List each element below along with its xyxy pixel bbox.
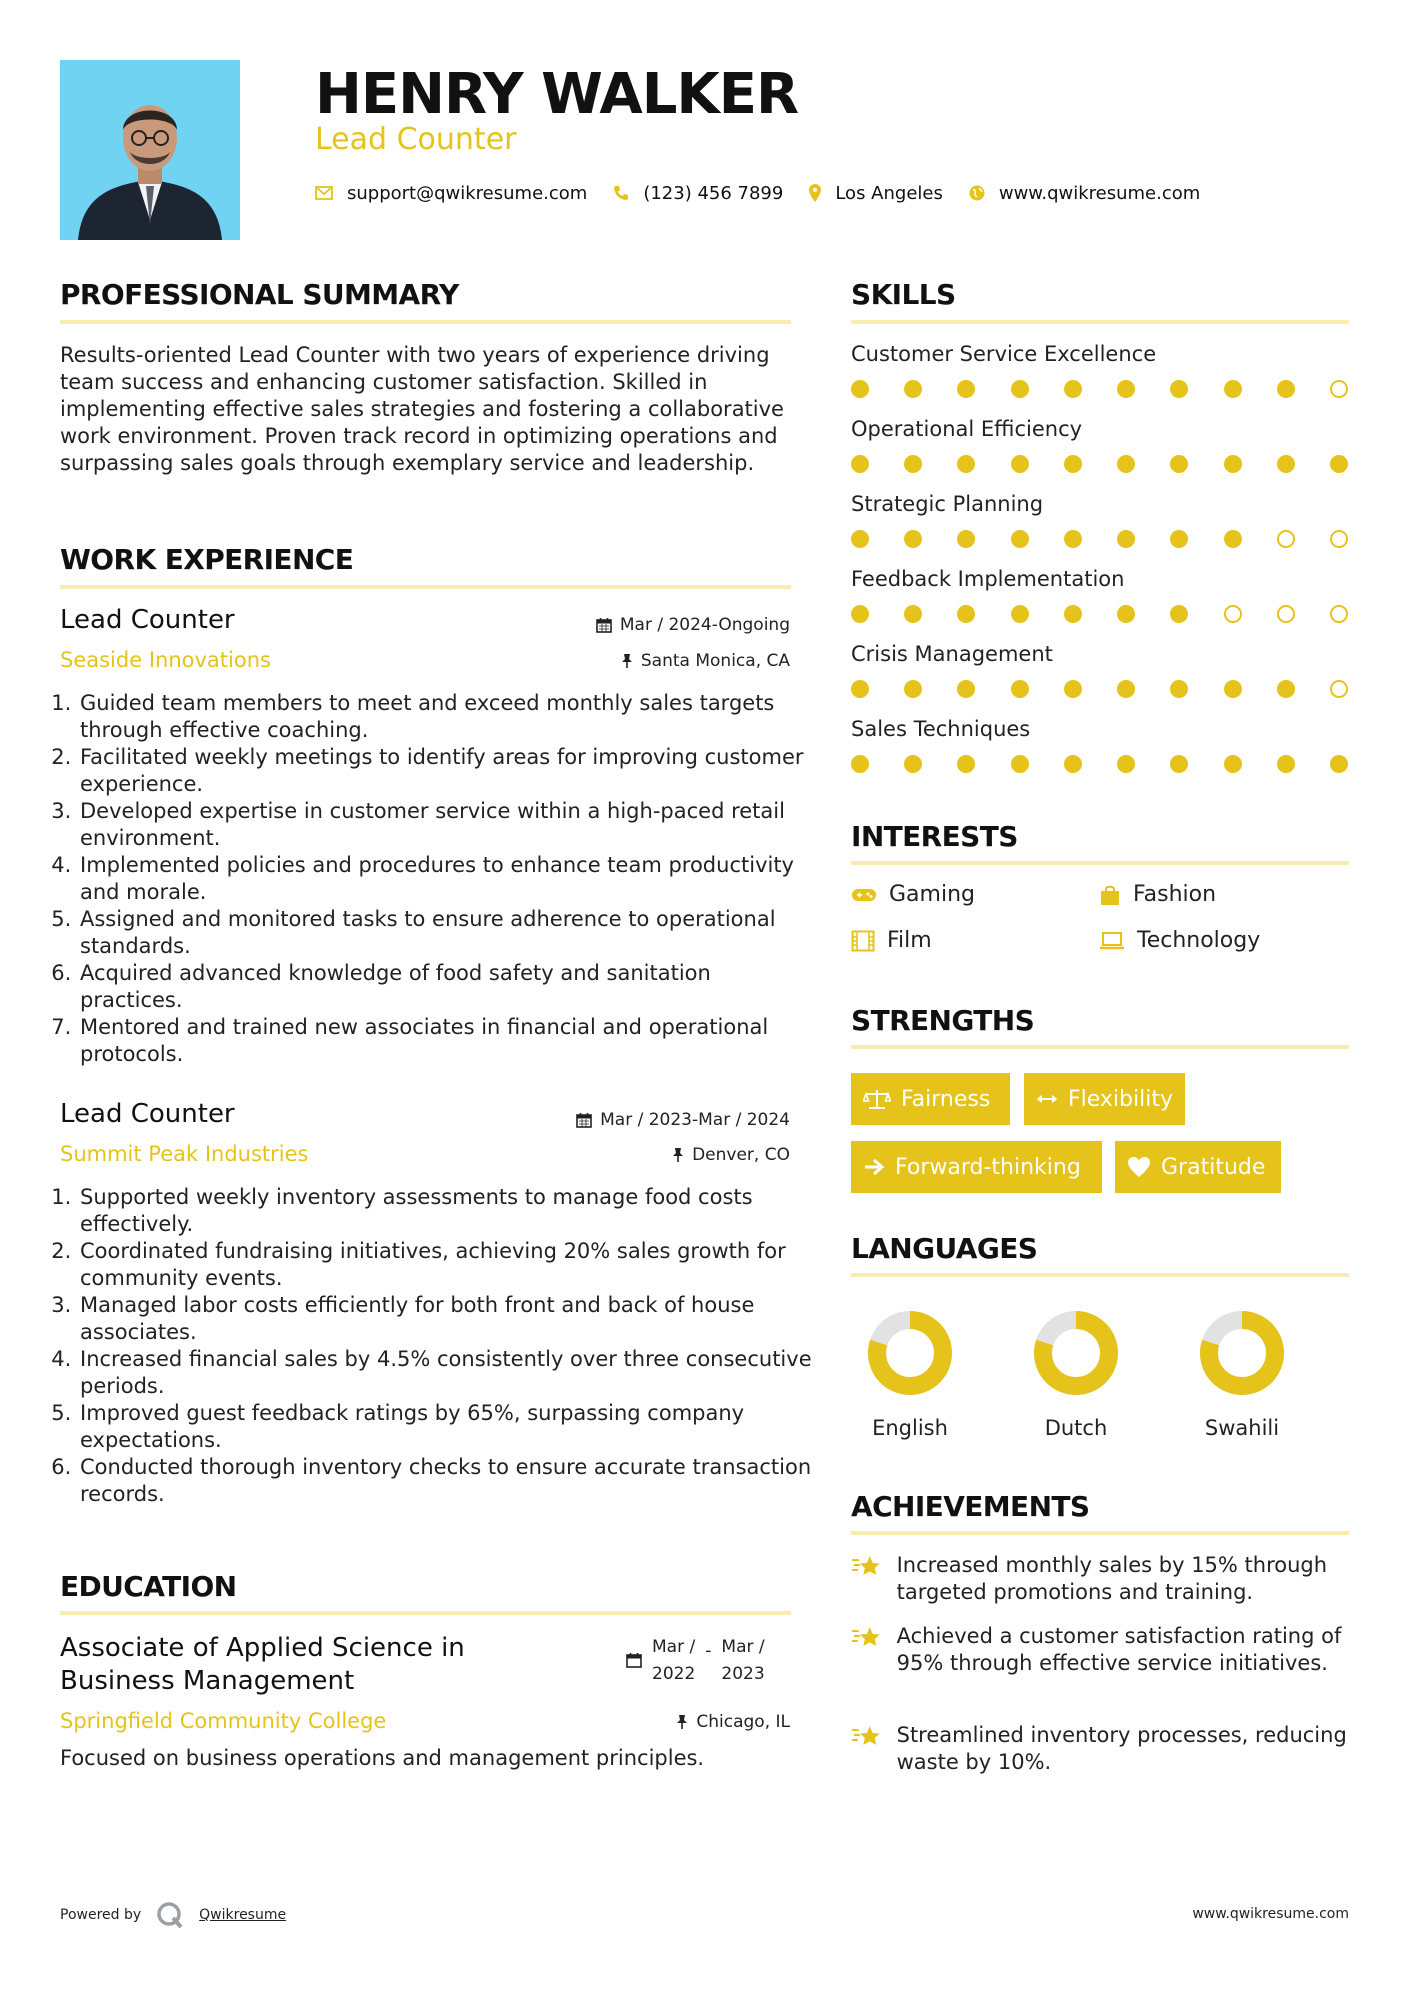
rating-dot-filled xyxy=(851,605,869,623)
education-description: Focused on business operations and management principles. xyxy=(60,1746,705,1770)
phone-text: (123) 456 7899 xyxy=(643,182,784,204)
film-icon xyxy=(851,930,875,952)
language-dutch xyxy=(1016,1308,1136,1440)
footer-website[interactable]: www.qwikresume.com xyxy=(1192,1906,1349,1922)
strength-label: Flexibility xyxy=(1068,1086,1173,1112)
languages-heading: LANGUAGES xyxy=(851,1232,1038,1265)
achievement-text: Increased monthly sales by 15% through targeted promotions and training. xyxy=(896,1553,1328,1604)
rating-dot-filled xyxy=(1224,530,1242,548)
rating-dot-filled xyxy=(1064,755,1082,773)
education-end-year: 2023 xyxy=(721,1664,765,1684)
list-item: 2. Coordinated fundraising initiatives, achieving 20% sales growth for community events. xyxy=(78,1238,818,1292)
degree-line-1: Associate of Applied Science in xyxy=(60,1633,465,1663)
rating-dot-filled xyxy=(1224,755,1242,773)
achievement-item xyxy=(851,1623,1351,1677)
contact-website[interactable] xyxy=(969,183,1200,204)
job-2-title: Lead Counter xyxy=(60,1099,235,1129)
rating-dot-filled xyxy=(851,530,869,548)
skill-rating xyxy=(851,455,1348,475)
qwikresume-link[interactable]: Qwikresume xyxy=(199,1907,287,1923)
rating-dot-filled xyxy=(957,605,975,623)
job-2-location xyxy=(672,1145,790,1165)
rating-dot-filled xyxy=(904,380,922,398)
education-start-year: 2022 xyxy=(652,1664,696,1684)
rating-dot-filled xyxy=(1117,380,1135,398)
rating-dot-filled xyxy=(1064,605,1082,623)
rating-dot-filled xyxy=(904,605,922,623)
rating-dot-filled xyxy=(1277,380,1295,398)
list-item: 7. Mentored and trained new associates in financial and operational protocols. xyxy=(78,1014,818,1068)
rating-dot-filled xyxy=(1064,530,1082,548)
shopping-bag-icon xyxy=(1099,884,1121,906)
rating-dot-filled xyxy=(1011,455,1029,473)
achievement-text: Achieved a customer satisfaction rating of 95% through effective service initiatives. xyxy=(896,1624,1342,1675)
strengths-heading: STRENGTHS xyxy=(851,1004,1035,1037)
arrow-right-icon xyxy=(863,1158,885,1176)
calendar-icon xyxy=(596,617,612,633)
rating-dot-filled xyxy=(904,680,922,698)
rating-dot-filled xyxy=(851,755,869,773)
achievements-rule xyxy=(851,1531,1349,1535)
education-start xyxy=(652,1634,695,1688)
experience-heading: WORK EXPERIENCE xyxy=(60,543,354,576)
education-rule xyxy=(60,1611,791,1615)
rating-dot-filled xyxy=(957,680,975,698)
rating-dot-filled xyxy=(1117,455,1135,473)
education-location xyxy=(676,1712,790,1732)
contact-email[interactable] xyxy=(315,183,587,204)
list-item: 5. Improved guest feedback ratings by 65%, surpassing company expectations. xyxy=(78,1400,818,1454)
education-start-month: Mar / xyxy=(652,1637,696,1657)
rating-dot-filled xyxy=(1011,530,1029,548)
calendar-icon xyxy=(576,1112,592,1128)
skill-rating xyxy=(851,380,1348,400)
rating-dot-filled xyxy=(1117,755,1135,773)
pushpin-icon xyxy=(672,1147,684,1163)
strength-forward-thinking xyxy=(851,1141,1102,1193)
rating-dot-filled xyxy=(1117,530,1135,548)
rating-dot-filled xyxy=(1011,680,1029,698)
summary-rule xyxy=(60,320,791,324)
education-date-dash: - xyxy=(705,1641,712,1661)
languages-rule xyxy=(851,1273,1349,1277)
list-item: 6. Acquired advanced knowledge of food safety and sanitation practices. xyxy=(78,960,818,1014)
interest-technology xyxy=(1099,928,1260,953)
rating-dot-filled xyxy=(1064,380,1082,398)
rating-dot-filled xyxy=(957,455,975,473)
rating-dot-filled xyxy=(1170,755,1188,773)
interest-label: Technology xyxy=(1137,928,1261,953)
job-2-date xyxy=(576,1110,790,1130)
skill-name: Feedback Implementation xyxy=(851,567,1125,591)
shooting-star-icon xyxy=(851,1623,883,1651)
skills-heading: SKILLS xyxy=(851,278,956,311)
job-1-location-text: Santa Monica, CA xyxy=(640,651,790,671)
rating-dot-filled xyxy=(1117,605,1135,623)
interest-film xyxy=(851,928,932,953)
rating-dot-filled xyxy=(1011,605,1029,623)
achievement-item xyxy=(851,1552,1351,1606)
balance-scale-icon xyxy=(863,1088,891,1110)
job-1-company: Seaside Innovations xyxy=(60,648,271,672)
contact-bar xyxy=(315,178,1208,208)
rating-dot-filled xyxy=(957,530,975,548)
list-item: 6. Conducted thorough inventory checks to ensure accurate transaction records. xyxy=(78,1454,818,1508)
envelope-icon xyxy=(315,186,333,200)
summary-heading: PROFESSIONAL SUMMARY xyxy=(60,278,459,311)
education-degree xyxy=(60,1632,465,1698)
phone-icon xyxy=(613,185,629,201)
education-dates xyxy=(626,1634,765,1688)
rating-dot-filled xyxy=(1277,680,1295,698)
strength-label: Fairness xyxy=(901,1086,991,1112)
education-heading: EDUCATION xyxy=(60,1570,237,1603)
job-1-date xyxy=(596,615,790,635)
rating-dot-filled xyxy=(1170,380,1188,398)
rating-dot-empty xyxy=(1330,605,1348,623)
job-2-company: Summit Peak Industries xyxy=(60,1142,309,1166)
rating-dot-filled xyxy=(851,680,869,698)
skill-name: Customer Service Excellence xyxy=(851,342,1157,366)
strength-fairness xyxy=(851,1073,1010,1125)
rating-dot-filled xyxy=(851,455,869,473)
list-item: 5. Assigned and monitored tasks to ensure adherence to operational standards. xyxy=(78,906,818,960)
strength-label: Forward-thinking xyxy=(895,1154,1081,1180)
list-item: 2. Facilitated weekly meetings to identify areas for improving customer experience. xyxy=(78,744,818,798)
rating-dot-filled xyxy=(1277,755,1295,773)
rating-dot-filled xyxy=(1170,680,1188,698)
email-text: support@qwikresume.com xyxy=(347,182,588,204)
list-item: 3. Developed expertise in customer service within a high-paced retail environment. xyxy=(78,798,818,852)
rating-dot-filled xyxy=(1224,380,1242,398)
skills-rule xyxy=(851,320,1349,324)
interest-gaming xyxy=(851,882,975,907)
rating-dot-empty xyxy=(1277,605,1295,623)
skill-name: Sales Techniques xyxy=(851,717,1031,741)
job-2-location-text: Denver, CO xyxy=(692,1145,790,1165)
language-donut xyxy=(1016,1308,1136,1398)
rating-dot-empty xyxy=(1330,680,1348,698)
job-1-location xyxy=(621,651,790,671)
pushpin-icon xyxy=(621,653,633,669)
contact-phone[interactable] xyxy=(613,183,783,204)
skill-rating xyxy=(851,605,1348,625)
rating-dot-filled xyxy=(851,380,869,398)
education-end-month: Mar / xyxy=(721,1637,765,1657)
language-english xyxy=(850,1308,970,1440)
profile-photo xyxy=(60,60,240,240)
rating-dot-filled xyxy=(1064,680,1082,698)
list-item: 4. Implemented policies and procedures to enhance team productivity and morale. xyxy=(78,852,818,906)
experience-rule xyxy=(60,585,791,589)
rating-dot-filled xyxy=(1224,455,1242,473)
pushpin-icon xyxy=(676,1714,688,1730)
strength-gratitude xyxy=(1115,1141,1281,1193)
interests-rule xyxy=(851,861,1349,865)
rating-dot-empty xyxy=(1277,530,1295,548)
rating-dot-filled xyxy=(957,380,975,398)
rating-dot-filled xyxy=(1277,455,1295,473)
achievements-heading: ACHIEVEMENTS xyxy=(851,1490,1090,1523)
skill-rating xyxy=(851,680,1348,700)
language-label: Swahili xyxy=(1204,1416,1280,1440)
rating-dot-filled xyxy=(1170,530,1188,548)
list-item: 1. Guided team members to meet and exceed monthly sales targets through effective coaching. xyxy=(78,690,818,744)
rating-dot-filled xyxy=(904,455,922,473)
globe-icon xyxy=(969,185,985,201)
qwikresume-logo-icon xyxy=(155,1900,185,1930)
skill-name: Operational Efficiency xyxy=(851,417,1083,441)
skill-name: Strategic Planning xyxy=(851,492,1044,516)
rating-dot-filled xyxy=(1064,455,1082,473)
strengths-rule xyxy=(851,1045,1349,1049)
language-label: Dutch xyxy=(1044,1416,1108,1440)
language-swahili xyxy=(1182,1308,1302,1440)
rating-dot-filled xyxy=(1170,455,1188,473)
job-2-bullets xyxy=(48,1184,818,1508)
list-item: 4. Increased financial sales by 4.5% consistently over three consecutive periods. xyxy=(78,1346,818,1400)
gamepad-icon xyxy=(851,887,877,903)
job-1-bullets xyxy=(48,690,818,1068)
list-item: 3. Managed labor costs efficiently for both front and back of house associates. xyxy=(78,1292,818,1346)
contact-location xyxy=(809,183,943,204)
list-item: 1. Supported weekly inventory assessments to manage food costs effectively. xyxy=(78,1184,818,1238)
rating-dot-empty xyxy=(1330,530,1348,548)
degree-line-2: Business Management xyxy=(60,1666,355,1696)
powered-by-label: Powered by xyxy=(60,1907,142,1923)
heart-icon xyxy=(1127,1156,1151,1178)
rating-dot-filled xyxy=(1330,455,1348,473)
strength-flexibility xyxy=(1024,1073,1185,1125)
rating-dot-filled xyxy=(1117,680,1135,698)
education-location-text: Chicago, IL xyxy=(696,1712,790,1732)
strength-label: Gratitude xyxy=(1161,1154,1266,1180)
language-label: English xyxy=(872,1416,948,1440)
calendar-icon xyxy=(626,1652,642,1668)
website-text: www.qwikresume.com xyxy=(998,182,1201,204)
language-donut xyxy=(1182,1308,1302,1398)
candidate-name: HENRY WALKER xyxy=(315,62,799,127)
interest-fashion xyxy=(1099,882,1216,907)
arrows-horizontal-icon xyxy=(1036,1092,1058,1106)
map-pin-icon xyxy=(809,184,821,202)
education-end xyxy=(721,1634,764,1688)
rating-dot-filled xyxy=(1330,755,1348,773)
footer-powered-by xyxy=(60,1900,286,1930)
location-text: Los Angeles xyxy=(835,182,943,204)
education-school: Springfield Community College xyxy=(60,1709,387,1733)
job-1-title: Lead Counter xyxy=(60,605,235,635)
shooting-star-icon xyxy=(851,1552,883,1580)
skill-rating xyxy=(851,755,1348,775)
rating-dot-filled xyxy=(1011,755,1029,773)
interest-label: Fashion xyxy=(1133,882,1217,907)
job-2-date-text: Mar / 2023-Mar / 2024 xyxy=(600,1110,790,1130)
skill-rating xyxy=(851,530,1348,550)
rating-dot-filled xyxy=(1011,380,1029,398)
job-1-date-text: Mar / 2024-Ongoing xyxy=(619,615,790,635)
laptop-icon xyxy=(1099,931,1125,951)
rating-dot-filled xyxy=(904,755,922,773)
candidate-role: Lead Counter xyxy=(315,122,517,157)
rating-dot-filled xyxy=(957,755,975,773)
shooting-star-icon xyxy=(851,1722,883,1750)
summary-text: Results-oriented Lead Counter with two years of experience driving team success and enhancing customer satisfaction. Skilled in implementing effective sales strategies and fostering a collaborative work environment. Proven track record in optimizing operations and surpassing sales goals through exemplary service and leadership. xyxy=(60,343,784,475)
rating-dot-filled xyxy=(1170,605,1188,623)
interest-label: Gaming xyxy=(889,882,975,907)
rating-dot-filled xyxy=(904,530,922,548)
interests-heading: INTERESTS xyxy=(851,820,1018,853)
interest-label: Film xyxy=(887,928,932,953)
achievement-text: Streamlined inventory processes, reducing waste by 10%. xyxy=(896,1723,1347,1774)
achievement-item xyxy=(851,1722,1351,1776)
language-donut xyxy=(850,1308,970,1398)
skill-name: Crisis Management xyxy=(851,642,1053,666)
rating-dot-empty xyxy=(1224,605,1242,623)
person-portrait-icon xyxy=(60,60,240,240)
rating-dot-filled xyxy=(1224,680,1242,698)
rating-dot-empty xyxy=(1330,380,1348,398)
